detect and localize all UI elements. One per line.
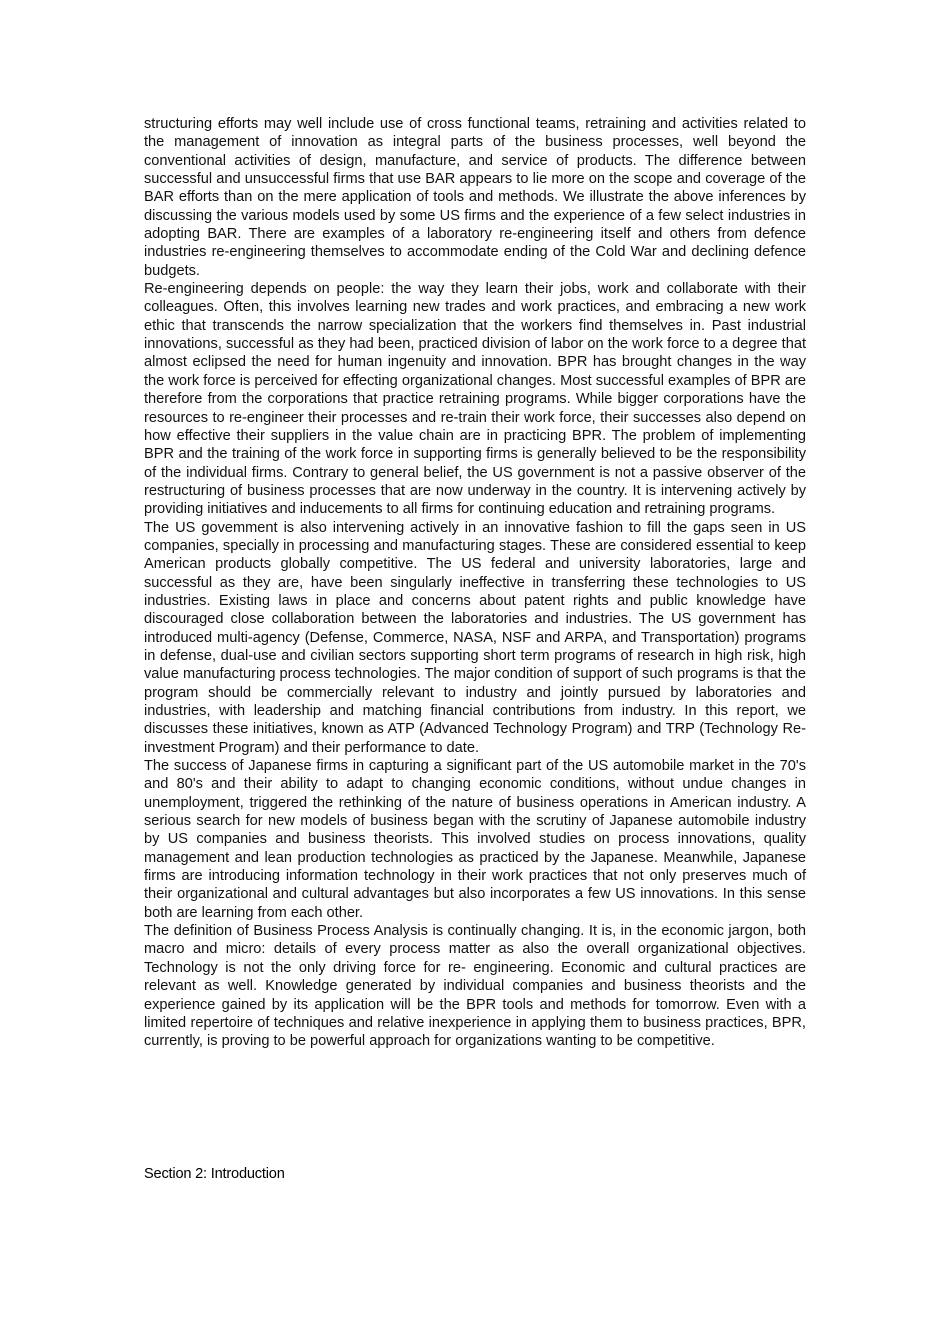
- paragraph-2: Re-engineering depends on people: the way they learn their jobs, work and collaborate with their colleagues. Often, this involves learning new trades and work practices, and embracing a new work ethic that transcends the narrow specialization that the workers find themselves in. Past industrial innovations, successful as they had been, practiced division of labor on the work force to a degree that almost eclipsed the need for human ingenuity and innovation. BPR has brought changes in the way the work force is perceived for effecting organizational changes. Most successful examples of BPR are therefore from the corporations that practice retraining programs. While bigger corporations have the resources to re-engineer their processes and re-train their work force, their successes also depend on how effective their suppliers in the value chain are in practicing BPR. The problem of implementing BPR and the training of the work force in supporting firms is generally believed to be the responsibility of the individual firms. Contrary to general belief, the US government is not a passive observer of the restructuring of business processes that are now underway in the country. It is intervening actively by providing initiatives and inducements to all firms for continuing education and retraining programs.: [144, 281, 806, 518]
- paragraph-5: The definition of Business Process Analysis is continually changing. It is, in the economic jargon, both macro and micro: details of every process matter as also the overall organizational objectives. Technology is not the only driving force for re- engineering. Economic and cultural practices are relevant as well. Knowledge generated by individual companies and business theorists and the experience gained by its application will be the BPR tools and methods for tomorrow. Even with a limited repertoire of techniques and relative inexperience in applying them to business practices, BPR, currently, is proving to be powerful approach for organizations wanting to be competitive.: [144, 923, 806, 1050]
- section-heading: Section 2: Introduction: [144, 1166, 285, 1182]
- paragraph-3: The US govemment is also intervening actively in an innovative fashion to fill the gaps seen in US companies, specially in processing and manufacturing stages. These are considered essential to keep American products globally competitive. The US federal and university laboratories, large and successful as they are, have been singularly ineffective in transferring these technologies to US industries. Existing laws in place and concerns about patent rights and public knowledge have discouraged close collaboration between the laboratories and industries. The US government has introduced multi-agency (Defense, Commerce, NASA, NSF and ARPA, and Transportation) programs in defense, dual-use and civilian sectors supporting short term programs of research in high risk, high value manufacturing process technologies. The major condition of support of such programs is that the program should be commercially relevant to industry and jointly pursued by laboratories and industries, with leadership and matching financial contributions from industry. In this report, we discusses these initiatives, known as ATP (Advanced Technology Program) and TRP (Technology Re-investment Program) and their performance to date.: [144, 519, 806, 756]
- paragraph-4: The success of Japanese firms in capturing a significant part of the US automobile market in the 70's and 80's and their ability to adapt to changing economic conditions, without undue changes in unemployment, triggered the rethinking of the nature of business operations in American industry. A serious search for new models of business began with the scrutiny of Japanese automobile industry by US companies and business theorists. This involved studies on process innovations, quality management and lean production technologies as practiced by the Japanese. Meanwhile, Japanese firms are introducing information technology in their work practices that not only preserves much of their organizational and cultural advantages but also incorporates a few US innovations. In this sense both are learning from each other.: [144, 758, 806, 921]
- paragraph-1: structuring efforts may well include use of cross functional teams, retraining and activities related to the management of innovation as integral parts of the business processes, well beyond the conventional activities of design, manufacture, and service of products. The difference between successful and unsuccessful firms that use BAR appears to lie more on the scope and coverage of the BAR efforts than on the mere application of tools and methods. We illustrate the above inferences by discussing the various models used by some US firms and the experience of a few select industries in adopting BAR. There are examples of a laboratory re-engineering itself and others from defence industries re-engineering themselves to accommodate ending of the Cold War and declining defence budgets.: [144, 116, 806, 279]
- document-body: [144, 115, 806, 1051]
